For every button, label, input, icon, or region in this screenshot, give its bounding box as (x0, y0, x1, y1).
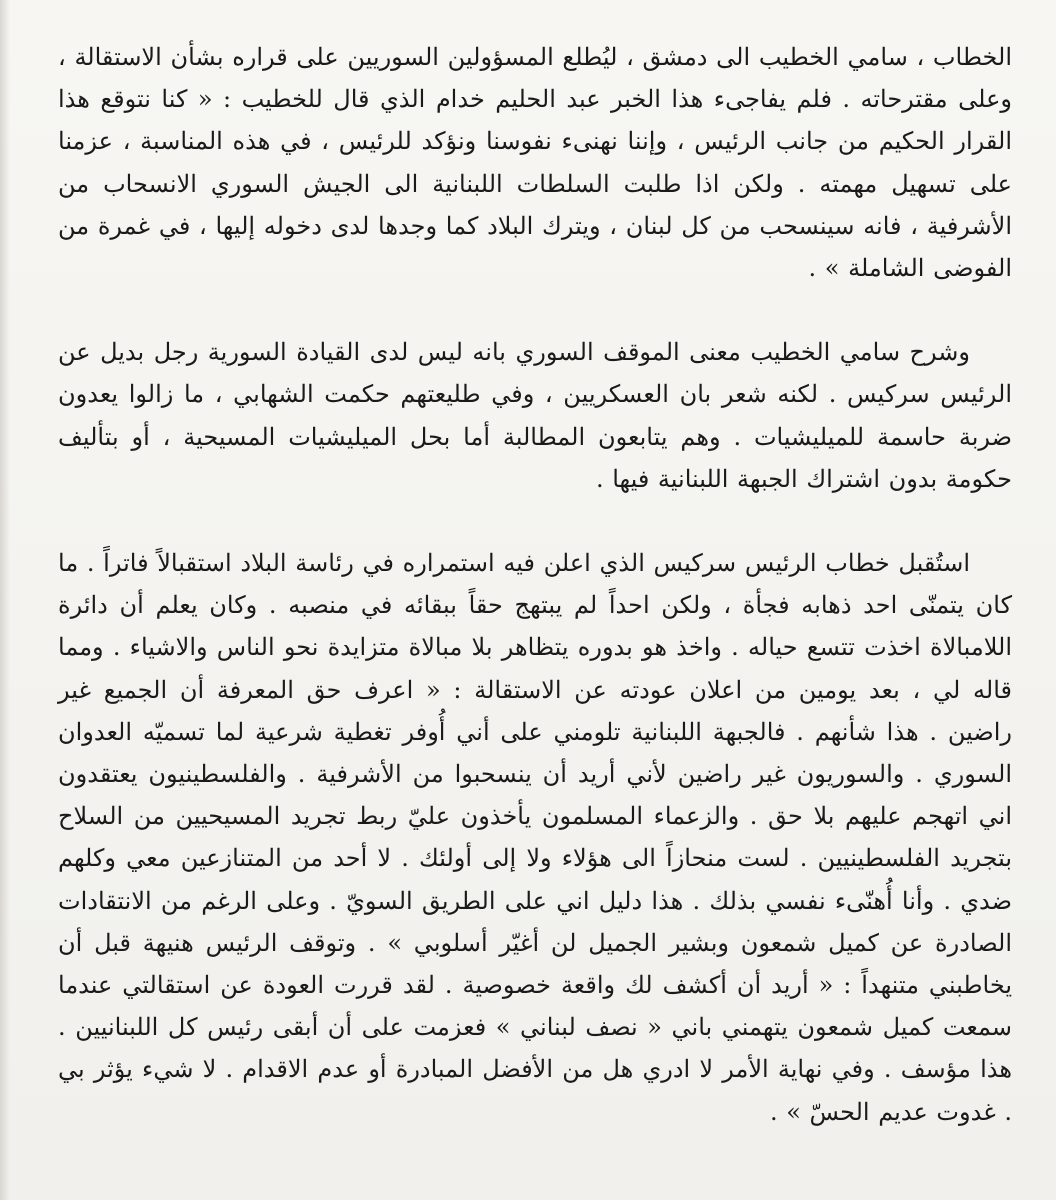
paragraph-1: الخطاب ، سامي الخطيب الى دمشق ، ليُطلع المسؤولين السوريين على قراره بشأن الاستقالة ، وعلى مقترحاته . فلم يفاجىء هذا الخبر عبد الحليم خدام الذي قال للخطيب : « كنا نتوقع هذا القرار الحكيم من جانب الرئيس ، وإننا نهنىء نفوسنا ونؤكد للرئيس ، في هذه المناسبة ، عزمنا على تسهيل مهمته . ولكن اذا طلبت السلطات اللبنانية الى الجيش السوري الانسحاب من الأشرفية ، فانه سينسحب من كل لبنان ، ويترك البلاد كما وجدها لدى دخوله إليها ، في غمرة من الفوضى الشاملة » . (58, 43, 1012, 283)
page-binding-shadow (0, 0, 10, 1200)
paragraph-3: استُقبل خطاب الرئيس سركيس الذي اعلن فيه استمراره في رئاسة البلاد استقبالاً فاتراً . ما كان يتمنّى احد ذهابه فجأة ، ولكن احداً لم يبتهج حقاً ببقائه في منصبه . وكان يعلم أن دائرة اللامبالاة اخذت تتسع حياله . واخذ هو بدوره يتظاهر بلا مبالاة متزايدة نحو الناس والاشياء . ومما قاله لي ، بعد يومين من اعلان عودته عن الاستقالة : « اعرف حق المعرفة أن الجميع غير راضين . هذا شأنهم . فالجبهة اللبنانية تلومني على أني أُوفر تغطية شرعية لما تسميّه العدوان السوري . والسوريون غير راضين لأني أريد أن ينسحبوا من الأشرفية . والفلسطينيون يعتقدون اني اتهجم عليهم بلا حق . والزعماء المسلمون يأخذون عليّ ربط تجريد المسيحيين من السلاح بتجريد الفلسطينيين . لست منحازاً الى هؤلاء ولا إلى أولئك . لا أحد من المتنازعين معي وكلهم ضدي . وأنا أُهنّىء نفسي بذلك . هذا دليل اني على الطريق السويّ . وعلى الرغم من الانتقادات الصادرة عن كميل شمعون وبشير الجميل لن أغيّر أسلوبي » . وتوقف الرئيس هنيهة قبل أن يخاطبني متنهداً : « أريد أن أكشف لك واقعة خصوصية . لقد قررت العودة عن استقالتي عندما سمعت كميل شمعون يتهمني باني « نصف لبناني » فعزمت على أن أبقى رئيس كل اللبنانيين . هذا مؤسف . وفي نهاية الأمر لا ادري هل من الأفضل المبادرة أو عدم الاقدام . لا شيء يؤثر بي . غدوت عديم الحسّ » . (58, 549, 1012, 1126)
paragraph-2: وشرح سامي الخطيب معنى الموقف السوري بانه ليس لدى القيادة السورية رجل بديل عن الرئيس سركيس . لكنه شعر بان العسكريين ، وفي طليعتهم حكمت الشهابي ، ما زالوا يعدون ضربة حاسمة للميليشيات . وهم يتابعون المطالبة أما بحل الميليشيات المسيحية ، أو بتأليف حكومة بدون اشتراك الجبهة اللبنانية فيها . (58, 338, 1013, 493)
page-text-body (58, 36, 1012, 1133)
